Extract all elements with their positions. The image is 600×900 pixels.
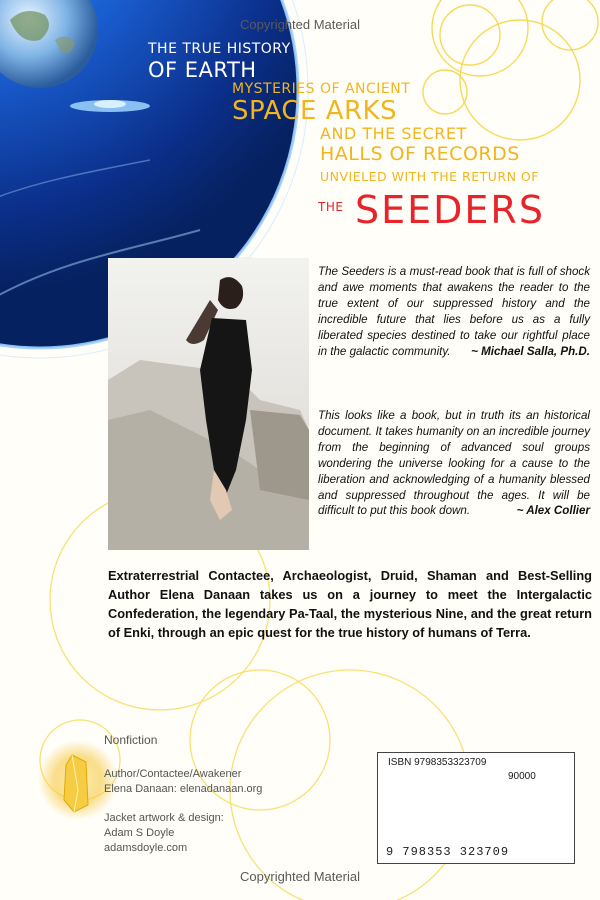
title-line-4: SPACE ARKS [232,96,398,126]
author-info-line-2: Elena Danaan: elenadanaan.org [104,783,263,795]
barcode-box [377,752,575,864]
author-photo [108,258,309,550]
title-line-2: OF EARTH [148,58,257,82]
quote-collier-attribution: ~ Alex Collier [516,504,590,518]
price-code: 90000 [508,771,536,782]
title-line-6: HALLS OF RECORDS [320,143,520,165]
author-info-line-1: Author/Contactee/Awakener [104,768,242,780]
title-line-1: THE TRUE HISTORY [148,41,291,57]
isbn-label: ISBN 9798353323709 [388,757,487,768]
artwork-info-line-2: Adam S Doyle [104,827,175,839]
isbn-digits: 9 798353 323709 [386,845,510,859]
artwork-info-line-3: adamsdoyle.com [104,842,188,854]
title-seeders: SEEDERS [355,188,545,232]
quote-salla-text: The Seeders is a must-read book that is full of shock and awe moments that awakens the reader to the true extent of our suppressed history and the incredible future that lies before us as a fully liberated species destined to take our rightful place in the galactic community. [318,265,590,358]
quote-salla [318,264,590,359]
quote-collier-text: This looks like a book, but in truth its an historical document. It takes humanity on an incredible journey from the beginning of advanced soul groups wondering the universe looking for a cause to the liberation and acknowledging of a humanity blessed and suppressed throughout the ages. It will be difficult to put this book down. [318,409,590,518]
category-label: Nonfiction [104,733,158,747]
title-line-7: UNVIELED WITH THE RETURN OF [320,169,539,184]
quote-salla-attribution: ~ Michael Salla, Ph.D. [471,344,590,358]
spaceship-1 [70,100,150,112]
quote-collier [318,408,590,519]
title-line-5: AND THE SECRET [320,124,467,143]
title-the: THE [318,200,344,214]
book-blurb: Extraterrestrial Contactee, Archaeologist, Druid, Shaman and Best-Selling Author Elena Danaan takes us on a journey to meet the Intergalactic Confederation, the legendary Pa-Taal, the mysterious Nine, and the great return of Enki, through an epic quest for the true history of humans of Terra. [108,568,592,640]
watermark-top: Copyrighted Material [240,17,360,32]
title-line-3: MYSTERIES OF ANCIENT [232,81,411,97]
artwork-info-line-1: Jacket artwork & design: [104,812,224,824]
watermark-bottom: Copyrighted Material [240,869,360,884]
